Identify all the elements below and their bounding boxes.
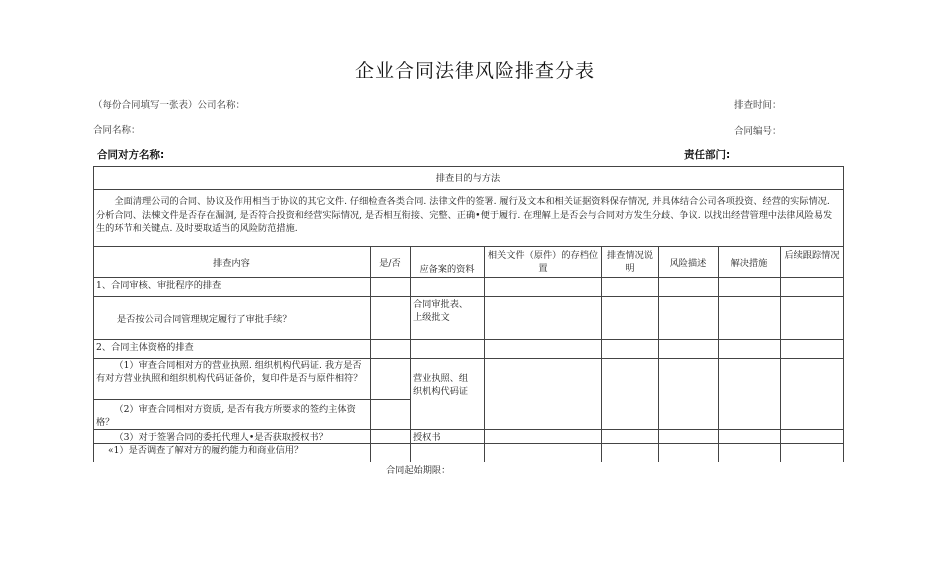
contract-period-label: 合同起始期限：: [386, 465, 451, 476]
s1-question-1: 是否按公司合同管理规定履行了审批手续？: [117, 314, 292, 325]
purpose-header: 排查目的与方法: [435, 173, 501, 184]
col-header-content: 排查内容: [213, 258, 250, 269]
page-title: 企业合同法律风险排查分表: [354, 60, 595, 82]
s2-materials-3: 授权书: [413, 432, 441, 443]
s1-materials-1: 合同审批表、上级批文: [413, 299, 469, 323]
s2-question-4: «1）是否调查了解对方的履约能力和商业信用？: [107, 445, 304, 456]
s2-question-2: （2）审查合同相对方资质, 是否有我方所要求的签约主体资格？: [96, 404, 356, 428]
col-header-yesno: 是/否: [379, 258, 401, 269]
counterparty-label: 合同对方名称:: [97, 149, 165, 161]
contract-no-label: 合同编号：: [734, 126, 782, 137]
contract-name-label: 合同名称：: [93, 125, 141, 136]
col-header-materials: 应备案的资料: [419, 264, 475, 275]
s2-question-3: （3）对于签署合同的委托代理人•是否获取授权书？: [114, 432, 328, 443]
col-header-risk: 风险描述: [669, 258, 707, 269]
check-time-label: 排查时间：: [734, 100, 782, 111]
col-header-status: 排查情况说明: [607, 250, 653, 274]
col-header-files: 相关文件（原件）的存档位置: [487, 250, 599, 274]
s2-question-1: （1）审查合同相对方的营业执照. 组织机构代码证. 我方是否有对方营业执照和组织机构代码证备价，复印件是否与原件相符？: [96, 360, 363, 384]
dept-label: 责任部门:: [684, 149, 731, 161]
purpose-text: 全面清理公司的合同、协议及作用相当于协议的其它文件. 仔细检查各类合同. 法律文件的签署. 履行及文本和相关证据资料保存情况, 并具体结合公司各项投资、经营的实际情况. 分析合同、法棟文件是否存在漏洞, 是否符合投资和经营实际情况, 是否相互衔接、完整、正确•便于履行. 在理解上是否会与合同对方发生分歧、争议. 以找出经营管理中法律风险易发生的环节和关键点. 及时要取适当的风险防范措施.: [96, 196, 833, 234]
section-1-title: 1、合同审核、审批程序的排查: [96, 280, 222, 291]
col-header-solution: 解决措施: [730, 258, 768, 269]
s2-materials-1: 营业执照、组织机构代码证: [413, 373, 469, 397]
col-header-followup: 后续跟踪情况: [784, 250, 840, 261]
section-2-title: 2、合同主体资格的排查: [96, 342, 194, 353]
company-name-label: （每份合同填写一张表）公司名称：: [93, 100, 246, 111]
